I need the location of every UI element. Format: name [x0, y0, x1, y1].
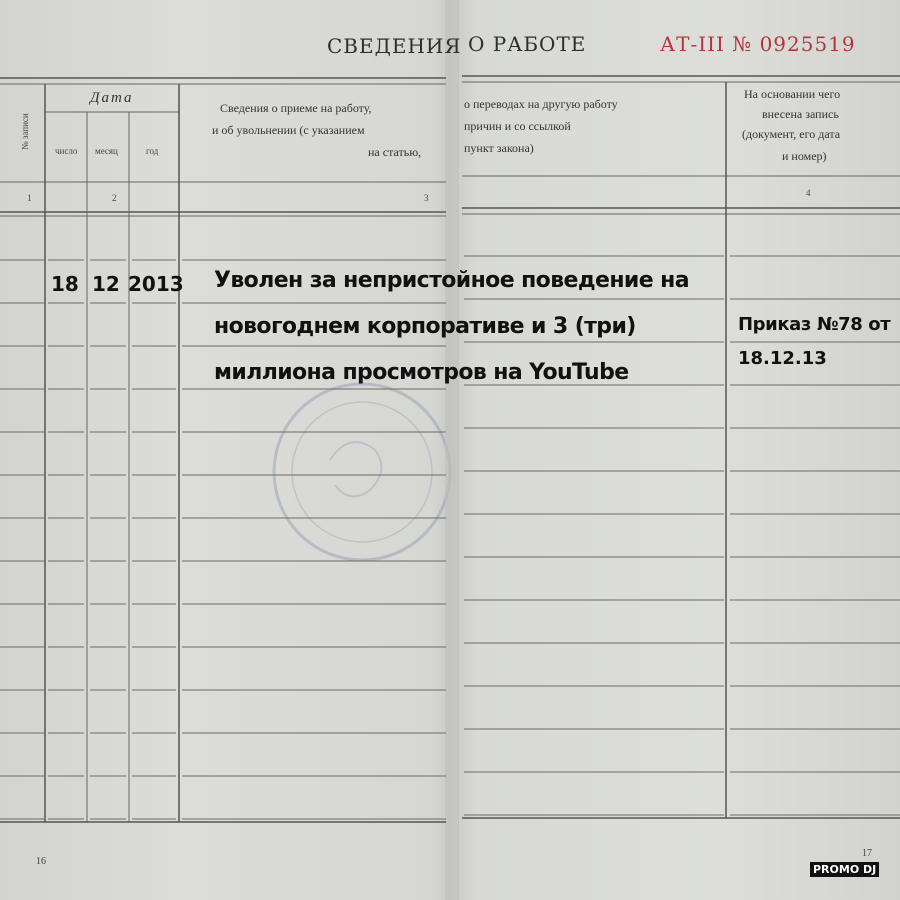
column-info-line1: Сведения о приеме на работу,: [220, 101, 372, 115]
column-number-3: 3: [424, 193, 429, 203]
column-date: Дата: [90, 90, 134, 106]
faded-stamp: [274, 384, 450, 560]
column-year: год: [146, 146, 159, 156]
column-info-line2: и об увольнении (с указанием: [212, 123, 365, 137]
column-info-cont1: о переводах на другую работу: [464, 97, 618, 111]
entry-year: 2013: [128, 272, 184, 296]
page-title-right: О РАБОТЕ: [468, 32, 587, 56]
column-basis-line4: и номер): [782, 149, 827, 163]
entry-day: 18: [51, 272, 79, 296]
column-info-cont2: причин и со ссылкой: [464, 119, 571, 133]
column-basis-line1: На основании чего: [744, 87, 841, 101]
page-title-left: СВЕДЕНИЯ: [327, 34, 462, 58]
page-number-right: 17: [862, 848, 872, 859]
entry-text-line2: новогоднем корпоративе и 3 (три): [214, 314, 636, 339]
entry-month: 12: [92, 272, 120, 296]
entry-basis-line2: 18.12.13: [738, 348, 827, 369]
page-number-left: 16: [36, 856, 46, 867]
watermark-logo: PROMO DJ: [810, 862, 879, 877]
column-month: месяц: [95, 146, 118, 156]
column-info-cont3: пункт закона): [464, 141, 534, 155]
serial-number: АТ-III № 0925519: [660, 32, 856, 56]
entry-text-line3: миллиона просмотров на YouTube: [214, 360, 629, 385]
column-basis-line2: внесена запись: [762, 107, 839, 121]
column-basis-line3: (документ, его дата: [742, 127, 841, 141]
column-day: число: [55, 146, 78, 156]
entry-basis-line1: Приказ №78 от: [738, 314, 891, 335]
column-info-line3: на статью,: [368, 145, 422, 159]
column-number-2: 2: [112, 193, 117, 203]
entry-text-line1: Уволен за непристойное поведение на: [214, 268, 689, 293]
column-record-no: № записи: [20, 113, 30, 150]
column-number-1: 1: [27, 193, 32, 203]
column-number-4: 4: [806, 188, 811, 198]
